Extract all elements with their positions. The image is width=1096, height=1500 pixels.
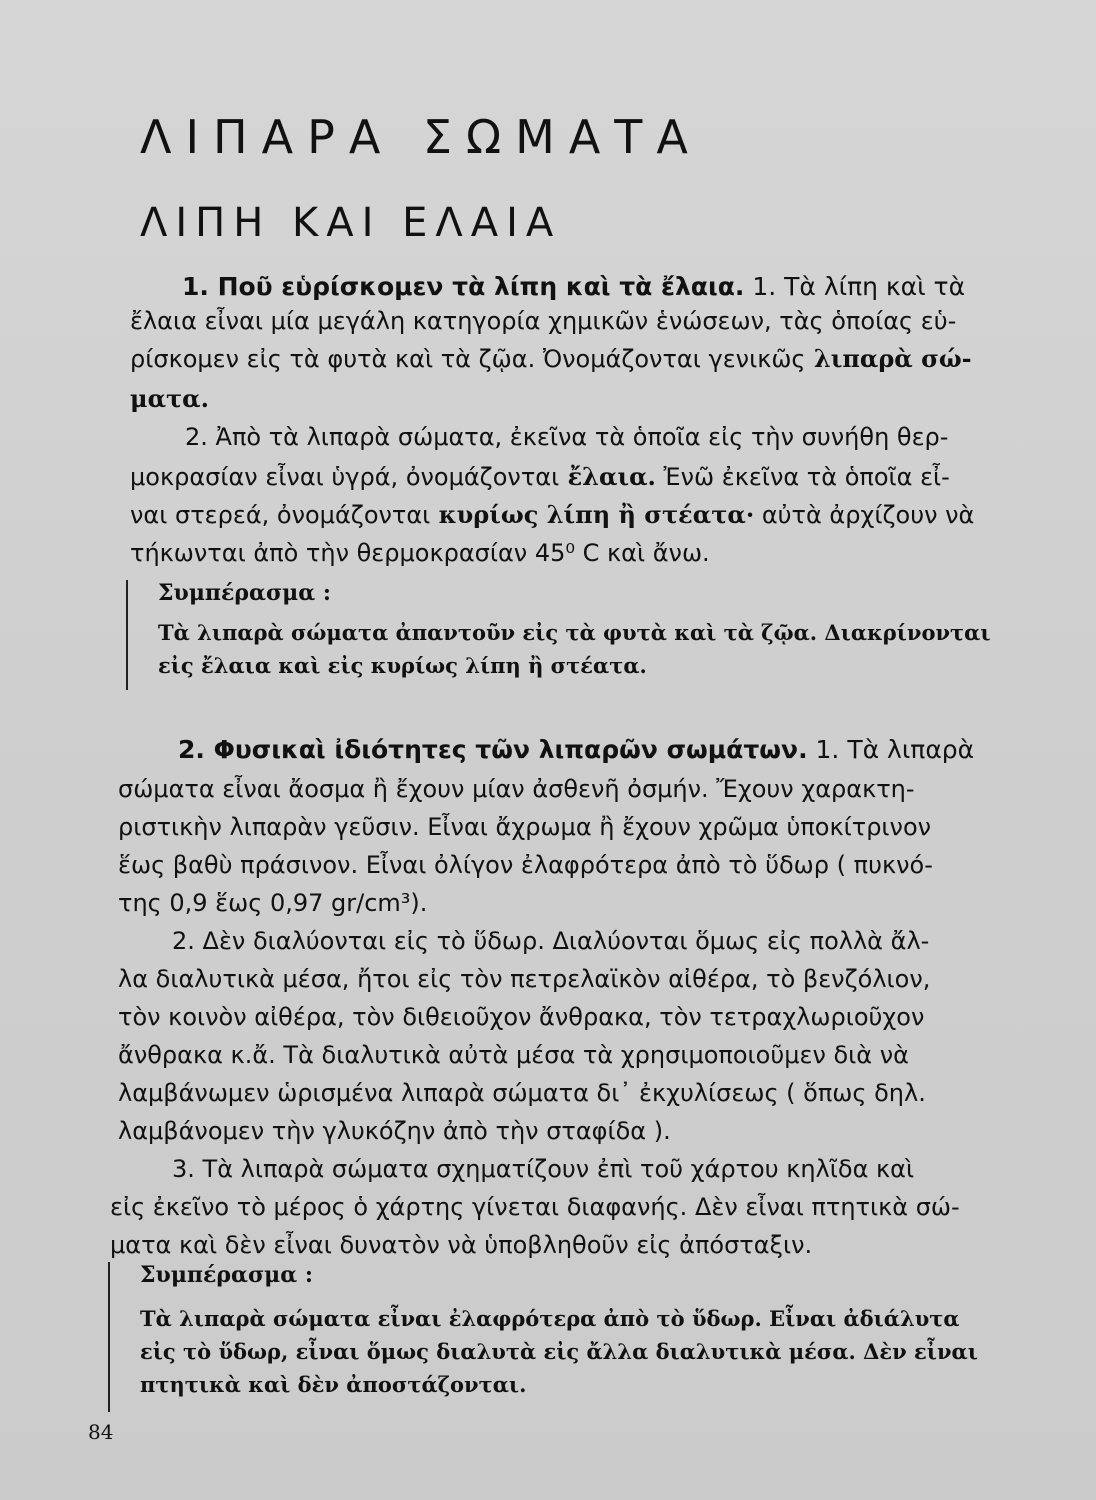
section-2-line: 3. Τὰ λιπαρὰ σώματα σχηματίζουν ἐπὶ τοῦ χάρτου κηλῖδα καὶ — [172, 1155, 915, 1183]
section-2-line: εἰς ἐκεῖνο τὸ μέρος ὁ χάρτης γίνεται διαφανής. Δὲν εἶναι πτητικὰ σώ- — [110, 1193, 960, 1221]
conclusion-title: Συμπέρασμα : — [140, 1262, 313, 1288]
section-2-heading-line — [178, 735, 974, 764]
section-1-line-cont: ματα. — [130, 384, 210, 413]
chapter-title: ΛΙΠΑΡΑ ΣΩΜΑΤΑ — [140, 110, 702, 164]
section-2-line: λα διαλυτικὰ μέσα, ἤτοι εἰς τὸν πετρελαϊκὸν αἰθέρα, τὸ βενζόλιον, — [118, 965, 931, 993]
section-1-para2-line: 2. Ἀπὸ τὰ λιπαρὰ σώματα, ἐκεῖνα τὰ ὁποῖα εἰς τὴν συνήθη θερ- — [185, 423, 949, 451]
section-2-line: λαμβάνομεν τὴν γλυκόζην ἀπὸ τὴν σταφίδα ). — [118, 1117, 671, 1145]
section-1-lead: 1. Τὰ λίπη καὶ τὰ — [744, 272, 966, 301]
section-2-line: 2. Δὲν διαλύονται εἰς τὸ ὕδωρ. Διαλύονται ὅμως εἰς πολλὰ ἄλ- — [172, 927, 930, 955]
page-number: 84 — [88, 1420, 114, 1444]
section-1-line — [130, 344, 972, 374]
section-1-para2-line: τήκωνται ἀπὸ τὴν θερμοκρασίαν 45⁰ C καὶ ἄνω. — [130, 539, 710, 567]
section-2-heading: 2. Φυσικαὶ ἰδιότητες τῶν λιπαρῶν σωμάτων. — [178, 735, 808, 764]
section-1-heading: 1. Ποῦ εὑρίσκομεν τὰ λίπη καὶ τὰ ἔλαια. — [182, 272, 745, 301]
chapter-subtitle: ΛΙΠΗ ΚΑΙ ΕΛΑΙΑ — [140, 200, 562, 246]
section-2-lead: 1. Τὰ λιπαρὰ — [807, 735, 975, 764]
conclusion-line: Τὰ λιπαρὰ σώματα εἶναι ἐλαφρότερα ἀπὸ τὸ ὕδωρ. Εἶναι ἀδιάλυτα — [140, 1306, 960, 1331]
section-1-para2-line — [130, 500, 974, 530]
section-1-bold-term: λιπαρὰ σώ- — [805, 344, 972, 373]
section-2-line: σώματα εἶναι ἄοσμα ἢ ἔχουν μίαν ἀσθενῆ ὀσμήν. Ἔχουν χαρακτη- — [118, 775, 915, 803]
section-2-line: ἄνθρακα κ.ἄ. Τὰ διαλυτικὰ αὐτὰ μέσα τὰ χρησιμοποιοῦμεν διὰ νὰ — [118, 1041, 909, 1069]
section-2-line: ἕως βαθὺ πράσινον. Εἶναι ὀλίγον ἐλαφρότερα ἀπὸ τὸ ὕδωρ ( πυκνό- — [118, 851, 933, 879]
conclusion-line: πτητικὰ καὶ δὲν ἀποστάζονται. — [140, 1372, 527, 1397]
section-1-heading-line — [182, 272, 965, 301]
para2-text: αὐτὰ ἀρχίζουν νὰ — [754, 501, 975, 529]
section-1-line-text: ρίσκομεν εἰς τὰ φυτὰ καὶ τὰ ζῷα. Ὀνομάζονται γενικῶς — [130, 345, 806, 373]
section-1-para2-line — [130, 462, 950, 492]
para2-text: μοκρασίαν εἶναι ὑγρά, ὀνομάζονται — [130, 463, 560, 491]
conclusion-title: Συμπέρασμα : — [158, 580, 331, 606]
conclusion-line: εἰς τὸ ὕδωρ, εἶναι ὅμως διαλυτὰ εἰς ἄλλα διαλυτικὰ μέσα. Δὲν εἶναι — [140, 1339, 978, 1364]
para2-text: ναι στερεά, ὀνομάζονται — [130, 501, 431, 529]
conclusion-box-2 — [108, 1262, 978, 1412]
para2-bold-lipi: κυρίως λίπη ἢ στέατα· — [430, 500, 755, 529]
conclusion-line: Τὰ λιπαρὰ σώματα ἀπαντοῦν εἰς τὰ φυτὰ καὶ τὰ ζῷα. Διακρίνονται — [158, 620, 991, 645]
conclusion-box-1 — [126, 580, 990, 690]
section-2-line: τὸν κοινὸν αἰθέρα, τὸν διθειοῦχον ἄνθρακα, τὸν τετραχλωριοῦχον — [118, 1003, 925, 1031]
section-1-line — [130, 384, 209, 414]
section-2-line: λαμβάνωμεν ὡρισμένα λιπαρὰ σώματα δι᾽ ἐκχυλίσεως ( ὅπως δηλ. — [118, 1079, 926, 1107]
conclusion-line: εἰς ἔλαια καὶ εἰς κυρίως λίπη ἢ στέατα. — [158, 653, 647, 678]
section-2-line: ματα καὶ δὲν εἶναι δυνατὸν νὰ ὑποβληθοῦν εἰς ἀπόσταξιν. — [110, 1231, 813, 1259]
section-2-line: ριστικὴν λιπαρὰν γεῦσιν. Εἶναι ἄχρωμα ἢ ἔχουν χρῶμα ὑποκίτρινον — [118, 813, 932, 841]
para2-bold-elaia: ἔλαια. — [559, 462, 656, 491]
section-2-line: της 0,9 ἕως 0,97 gr/cm³). — [118, 889, 428, 917]
section-1-line: ἔλαια εἶναι μία μεγάλη κατηγορία χημικῶν ἑνώσεων, τὰς ὁποίας εὑ- — [130, 307, 957, 335]
para2-text: Ἐνῶ ἐκεῖνα τὰ ὁποῖα εἶ- — [655, 463, 950, 491]
